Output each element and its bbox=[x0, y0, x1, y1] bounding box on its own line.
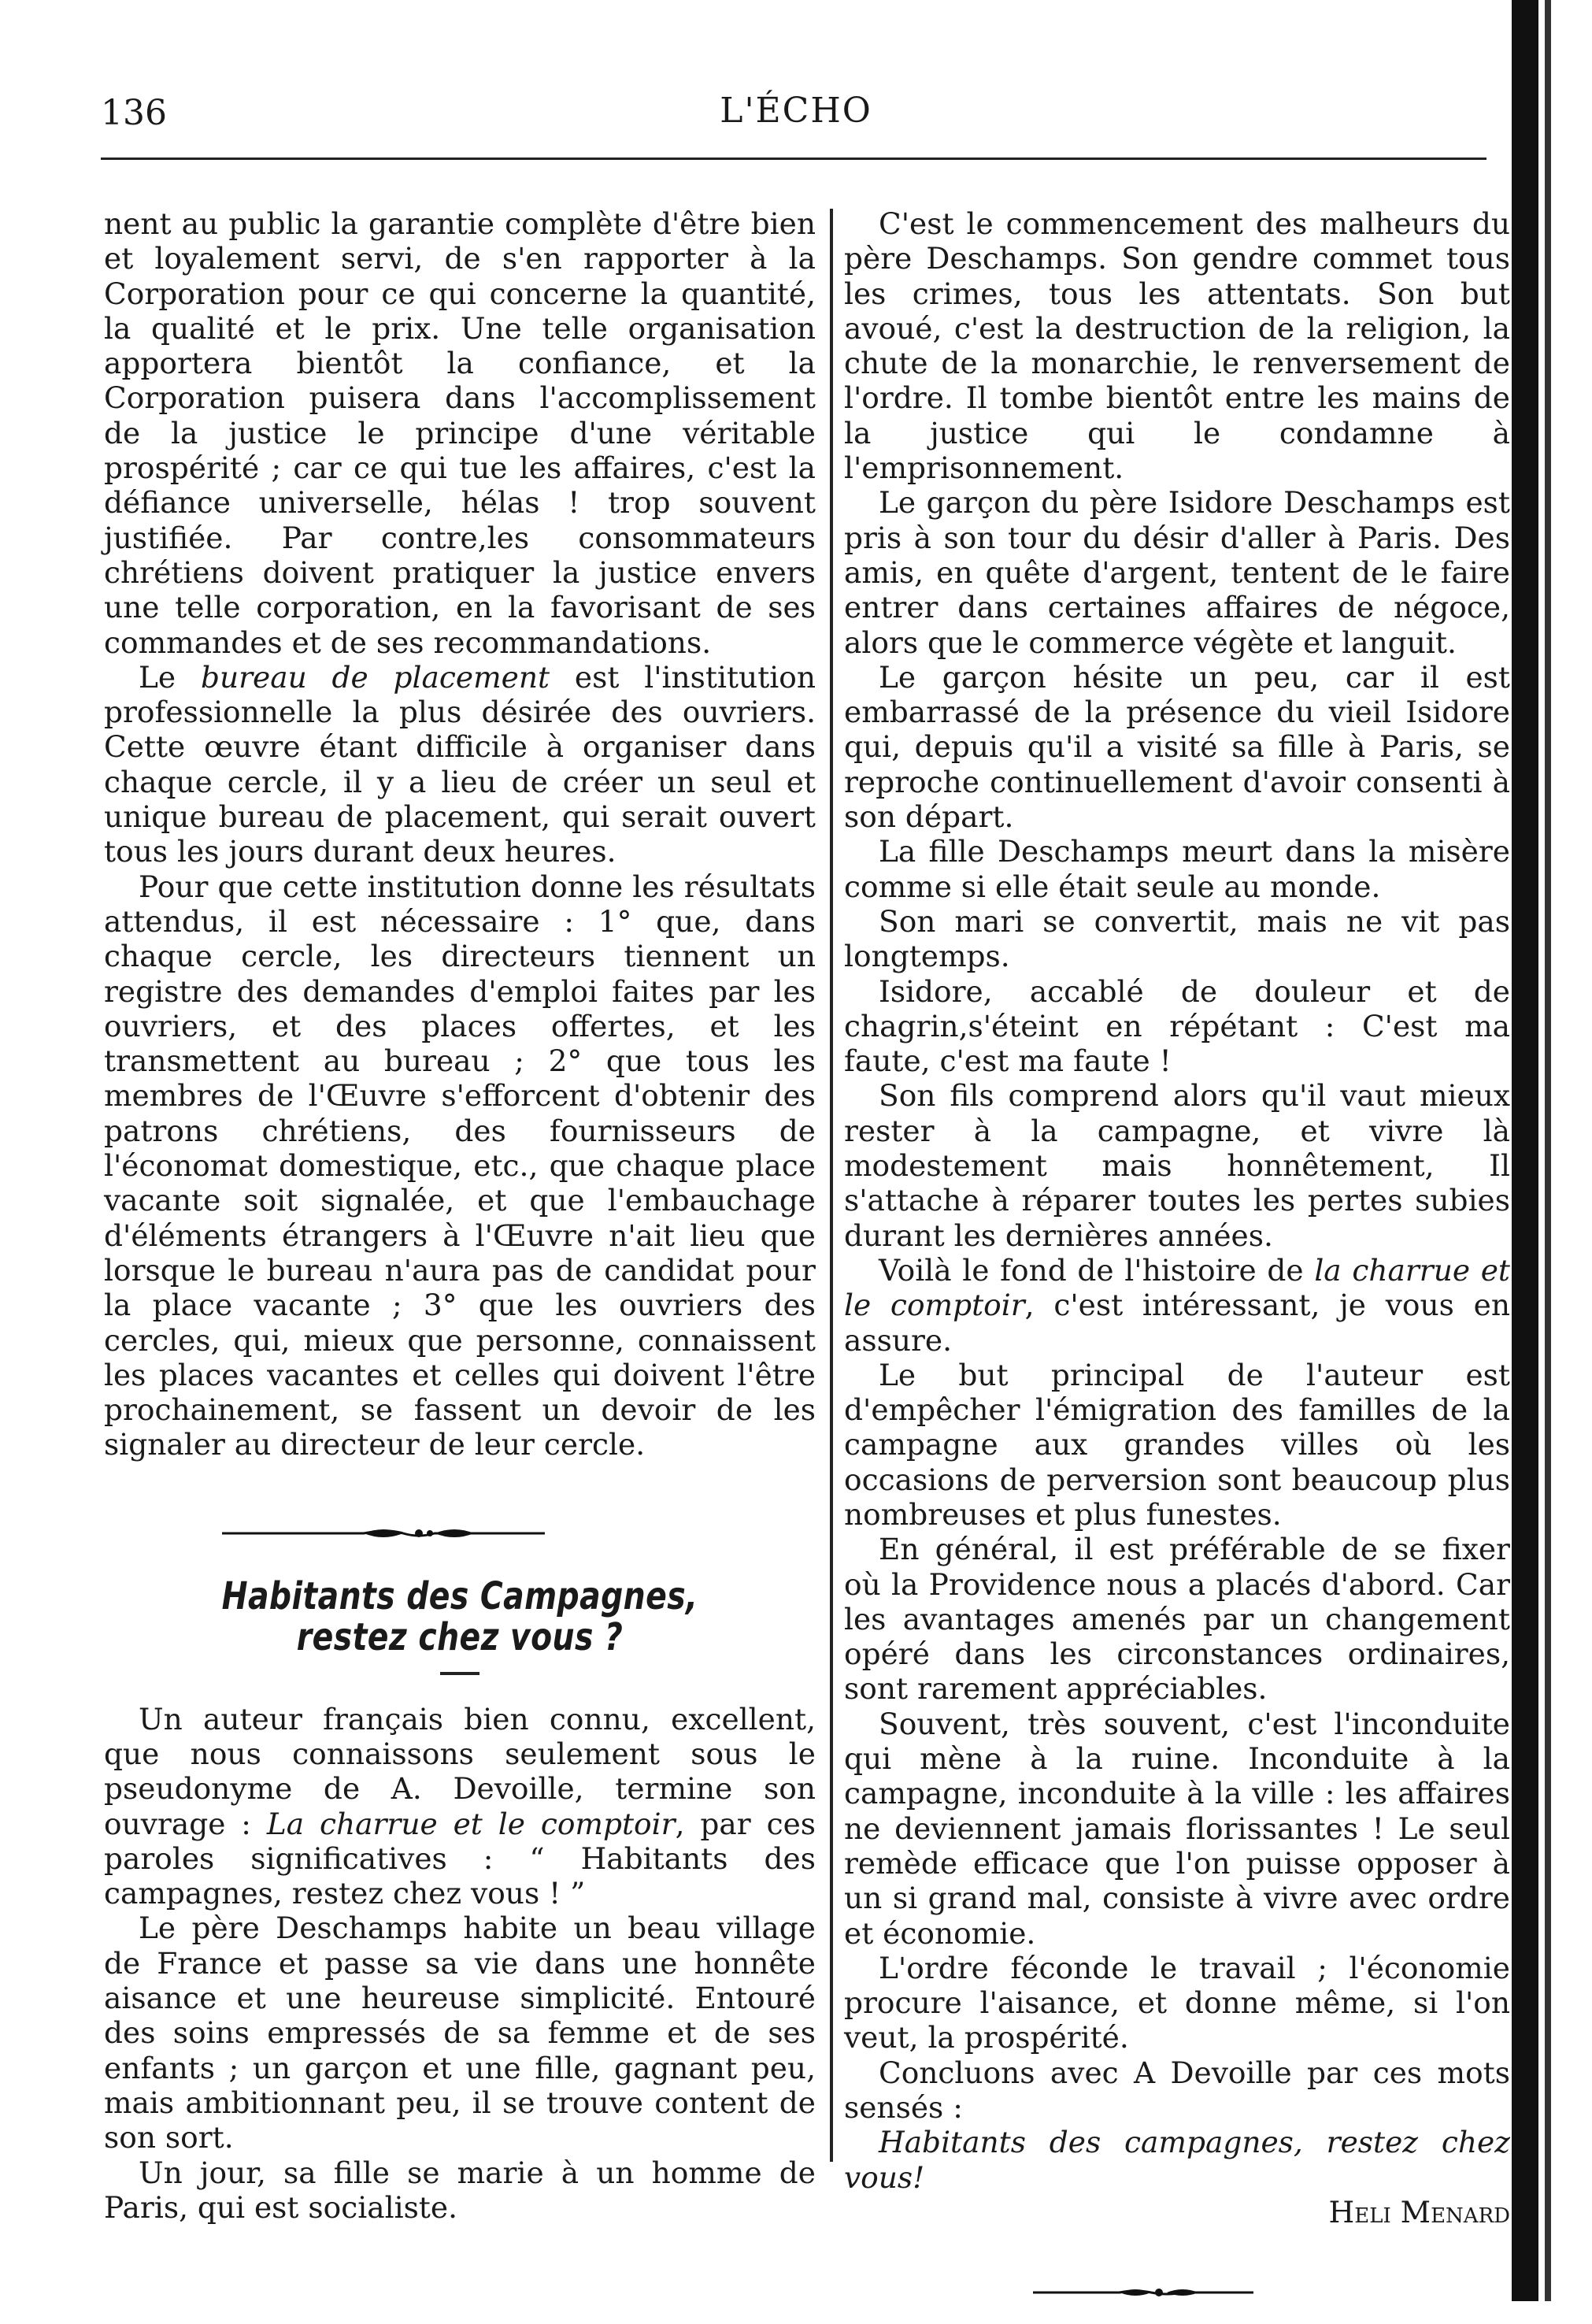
ornament-graphic bbox=[844, 2269, 1510, 2324]
page-number: 136 bbox=[101, 93, 167, 133]
text-run: Voilà le fond de l'histoire de bbox=[879, 1252, 1304, 1288]
scan-edge-bar bbox=[1512, 0, 1538, 2301]
ornament-graphic bbox=[104, 1510, 816, 1565]
paragraph: En général, il est préférable de se fixer où la Providence nous a placés d'abord. Car les avantages amenés par un changement opéré dans les circonstances ordinaires, sont rarement appréciables. bbox=[844, 1532, 1510, 1707]
paragraph: Son fils comprend alors qu'il vaut mieux rester à la campagne, et vivre là modestement mais honnêtement, Il s'attache à réparer toutes les pertes subies durant les dernières années. bbox=[844, 1078, 1510, 1253]
italic-text: Habitants des campagnes, restez chez vous! bbox=[844, 2125, 1510, 2195]
ornament-divider bbox=[844, 2269, 1510, 2324]
paragraph: Isidore, accablé de douleur et de chagrin,s'éteint en répétant : C'est ma faute, c'est ma faute ! bbox=[844, 973, 1510, 1079]
paragraph bbox=[844, 1253, 1510, 1358]
article-title: Habitants des Campagnes, restez chez vous ? bbox=[221, 1573, 698, 1659]
scan-edge-line bbox=[1545, 0, 1551, 2301]
ornament-divider bbox=[104, 1510, 816, 1565]
paragraph: Le garçon hésite un peu, car il est embarrassé de la présence du vieil Isidore qui, depuis qu'il a visité sa fille à Paris, se reproche continuellement d'avoir consenti à son départ. bbox=[844, 659, 1510, 835]
paragraph: Le père Deschamps habite un beau village de France et passe sa vie dans une honnête aisance et une heureuse simplicité. Entouré des soins empressés de sa femme et de ses enfants ; un garçon et une fille, gagnant peu, mais ambitionnant peu, il se trouve content de son sort. bbox=[104, 1911, 816, 2155]
closing-quote bbox=[844, 2125, 1510, 2195]
paragraph: Un jour, sa fille se marie à un homme de Paris, qui est socialiste. bbox=[104, 2155, 816, 2225]
paragraph: C'est le commencement des malheurs du père Deschamps. Son gendre commet tous les crimes, tous les attentats. Son but avoué, c'est la destruction de la religion, la chute de la monarchie, le renversement de l'ordre. Il tombe bientôt entre les mains de la justice qui le condamne à l'emprisonnement. bbox=[844, 206, 1510, 486]
right-column bbox=[844, 206, 1510, 2324]
paragraph: nent au public la garantie complète d'être bien et loyalement servi, de s'en rapporter à la Corporation pour ce qui concerne la quantité, la qualité et le prix. Une telle organisation apportera bientôt la confiance, et la Corporation puisera dans l'accomplissement de la justice le principe d'une véritable prospérité ; car ce qui tue les affaires, c'est la défiance universelle, hélas ! trop souvent justifiée. Par contre,les consommateurs chrétiens doivent pratiquer la justice envers une telle corporation, en la favorisant de ses commandes et de ses recommandations. bbox=[104, 206, 816, 660]
title-dash bbox=[440, 1672, 479, 1675]
text-run: est l'institution professionnelle la plus désirée des ouvriers. Cette œuvre étant difficile à organiser dans chaque cercle, il y a lieu de créer un seul et unique bureau de placement, qui serait ouvert tous les jours durant deux heures. bbox=[104, 659, 816, 869]
paragraph: Son mari se convertit, mais ne vit pas longtemps. bbox=[844, 903, 1510, 974]
paragraph: Le garçon du père Isidore Deschamps est pris à son tour du désir d'aller à Paris. Des amis, en quête d'argent, tentent de le faire entrer dans certaines affaires de négoce, alors que le commerce végète et languit. bbox=[844, 485, 1510, 660]
italic-text: La charrue et le comptoir bbox=[266, 1806, 676, 1841]
column-divider bbox=[830, 209, 833, 2162]
paragraph: Souvent, très souvent, c'est l'inconduite qui mène à la ruine. Inconduite à la campagne, inconduite à la ville : les affaires ne deviennent jamais florissantes ! Le seul remède efficace que l'on puisse opposer à un si grand mal, consiste à vivre avec ordre et économie. bbox=[844, 1706, 1510, 1951]
text-run: Un auteur français bien connu, excellent, que nous connaissons seulement sous le pseudonyme de A. Devoille, termine son ouvrage : bbox=[104, 1701, 816, 1841]
italic-text: bureau de placement bbox=[200, 659, 550, 695]
paragraph: L'ordre féconde le travail ; l'économie procure l'aisance, et donne même, si l'on veut, la prospérité. bbox=[844, 1950, 1510, 2055]
paragraph: Le but principal de l'auteur est d'empêcher l'émigration des familles de la campagne aux grandes villes où les occasions de perversion sont beaucoup plus nombreuses et plus funestes. bbox=[844, 1357, 1510, 1532]
signature: Heli Menard bbox=[1328, 2194, 1510, 2229]
paragraph: Pour que cette institution donne les résultats attendus, il est nécessaire : 1° que, dans chaque cercle, les directeurs tiennent un registre des demandes d'emploi faites par les ouvriers, et des places offertes, et les transmettent au bureau ; 2° que tous les membres de l'Œuvre s'efforcent d'obtenir des patrons chrétiens, des fournisseurs de l'économat domestique, etc., que chaque place vacante soit signalée, et que l'embauchage d'éléments étrangers à l'Œuvre n'ait lieu que lorsque le bureau n'aura pas de candidat pour la place vacante ; 3° que les ouvriers des cercles, qui, mieux que personne, connaissent les places vacantes et celles qui doivent l'être prochainement, se fassent un devoir de les signaler au directeur de leur cercle. bbox=[104, 869, 816, 1462]
text-run: Le bbox=[139, 659, 176, 695]
paragraph bbox=[104, 660, 816, 869]
text-run: , par ces paroles significatives : “ Habitants des campagnes, restez chez vous ! ” bbox=[104, 1806, 816, 1911]
left-column bbox=[104, 206, 816, 2225]
italic-text: la charrue et le comptoir bbox=[844, 1252, 1510, 1323]
paragraph: Concluons avec A Devoille par ces mots sensés : bbox=[844, 2055, 1510, 2126]
running-title: L'ÉCHO bbox=[720, 91, 872, 131]
paragraph bbox=[104, 1702, 816, 1911]
text-run: , c'est intéressant, je vous en assure. bbox=[844, 1288, 1510, 1358]
header-rule bbox=[101, 158, 1486, 160]
paragraph: La fille Deschamps meurt dans la misère comme si elle était seule au monde. bbox=[844, 834, 1510, 904]
